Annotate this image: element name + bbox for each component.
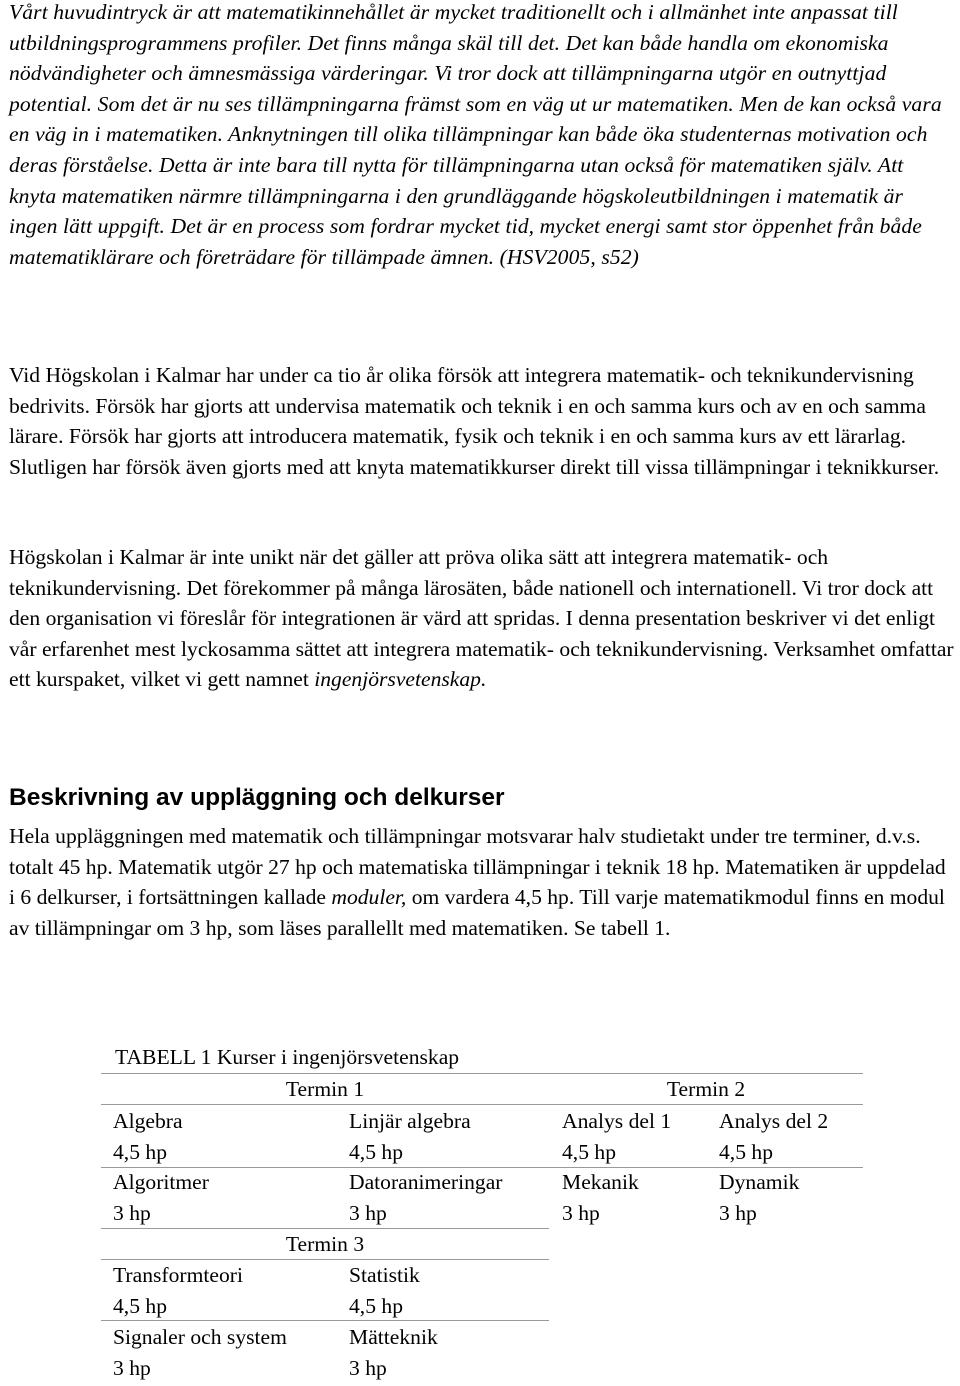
- course-credits: 3 hp: [113, 1355, 151, 1380]
- course-linjar-algebra: [349, 1106, 471, 1167]
- course-credits: 4,5 hp: [349, 1293, 403, 1318]
- course-name: Analys del 1: [562, 1109, 672, 1133]
- paragraph-kalmar-not-unique: [9, 542, 954, 695]
- course-mekanik: [562, 1167, 639, 1228]
- quote-paragraph: [9, 0, 954, 272]
- course-name: Algoritmer: [113, 1170, 209, 1194]
- description-text-a: Hela uppläggningen med matematik och tillämpningar motsvarar halv studietakt under tre terminer, d.v.s. totalt 45 hp. Matematik utgör 27 hp och matematiska tillämpningar i teknik 18 hp. Matematiken är uppdelad i 6 delkurser, i fortsättningen kallade: [9, 824, 946, 910]
- section-heading: Beskrivning av uppläggning och delkurser: [9, 784, 505, 811]
- course-statistik: [349, 1260, 420, 1321]
- description-text-b: om vardera 4,5 hp. Till varje matematikmodul finns en modul av tillämpningar om 3 hp, som läses parallellt med matematiken. Se tabell 1.: [9, 885, 945, 940]
- course-credits: 4,5 hp: [113, 1139, 167, 1164]
- term1-header: Termin 1: [285, 1077, 365, 1101]
- quote-citation: (HSV2005, s52): [499, 244, 639, 269]
- course-name: Linjär algebra: [349, 1109, 471, 1133]
- course-credits: 3 hp: [113, 1200, 151, 1225]
- course-credits: 3 hp: [719, 1200, 757, 1225]
- course-matteknik: [349, 1322, 438, 1383]
- course-transformteori: [113, 1260, 243, 1321]
- course-credits: 3 hp: [349, 1200, 387, 1225]
- course-credits: 3 hp: [349, 1355, 387, 1380]
- course-name: Mekanik: [562, 1170, 639, 1194]
- course-credits: 4,5 hp: [719, 1139, 773, 1164]
- course-algebra: [113, 1106, 183, 1167]
- course-datoranimeringar: [349, 1167, 503, 1228]
- course-name: Mätteknik: [349, 1325, 438, 1349]
- quote-text: Vårt huvudintryck är att matematikinnehållet är mycket traditionellt och i allmänhet inte anpassat till utbildningsprogrammens profiler. Det finns många skäl till det. Det kan både handla om ekonomiska nödvändigheter och ämnesmässiga värderingar. Vi tror dock att tillämpningarna utgör en outnyttjad potential. Som det är nu ses tillämpningarna främst som en väg ut ur matematiken. Men de kan också vara en väg in i matematiken. Anknytningen till olika tillämpningar kan både öka studenternas motivation och deras förståelse. Detta är inte bara till nytta för tillämpningarna utan också för matematiken själv. Att knyta matematiken närmre tillämpningarna i den grundläggande högskoleutbildningen i matematik är ingen lätt uppgift. Det är en process som fordrar mycket tid, mycket energi samt stor öppenhet från både matematiklärare och företrädare för tillämpade ämnen.: [9, 0, 942, 269]
- course-credits: 4,5 hp: [113, 1293, 167, 1318]
- course-analys-del-2: [719, 1106, 828, 1167]
- course-name: Statistik: [349, 1263, 420, 1287]
- course-name: Signaler och system: [113, 1325, 287, 1349]
- course-credits: 4,5 hp: [349, 1139, 403, 1164]
- course-analys-del-1: [562, 1106, 671, 1167]
- course-signaler-och-system: [113, 1322, 287, 1383]
- course-algoritmer: [113, 1167, 209, 1228]
- course-credits: 3 hp: [562, 1200, 600, 1225]
- course-name: Analys del 2: [719, 1109, 829, 1133]
- term3-header: Termin 3: [285, 1232, 365, 1256]
- term2-header: Termin 2: [666, 1077, 746, 1101]
- paragraph-kalmar-text: Högskolan i Kalmar är inte unikt när det gäller att pröva olika sätt att integrera matematik- och teknikundervisning. Det förekommer på många lärosäten, både nationell och internationell. Vi tror dock att den organisation vi föreslår för integrationen är värd att spridas. I denna presentation beskriver vi det enligt vår erfarenhet mest lyckosamma sättet att integrera matematik- och teknikundervisning. Verksamhet omfattar ett kurspaket, vilket vi gett namnet: [9, 545, 954, 692]
- term-ingenjorsvetenskap: ingenjörsvetenskap.: [314, 667, 487, 692]
- paragraph-kalmar-attempts: Vid Högskolan i Kalmar har under ca tio år olika försök att integrera matematik- och teknikundervisning bedrivits. Försök har gjorts att undervisa matematik och teknik i en och samma kurs och av en och samma lärare. Försök har gjorts att introducera matematik, fysik och teknik i en och samma kurs av ett lärarlag. Slutligen har försök även gjorts med att knyta matematikkurser direkt till vissa tillämpningar i teknikkurser.: [9, 363, 940, 479]
- table-caption: TABELL 1 Kurser i ingenjörsvetenskap: [115, 1045, 460, 1069]
- course-name: Dynamik: [719, 1170, 800, 1194]
- table-rule-row3: [101, 1320, 549, 1321]
- paragraph-description: [9, 821, 954, 943]
- term-moduler: moduler,: [331, 885, 407, 910]
- course-name: Algebra: [113, 1109, 183, 1133]
- table-rule-terms: [101, 1104, 863, 1105]
- course-dynamik: [719, 1167, 799, 1228]
- course-name: Transformteori: [113, 1263, 243, 1287]
- course-name: Datoranimeringar: [349, 1170, 503, 1194]
- course-credits: 4,5 hp: [562, 1139, 616, 1164]
